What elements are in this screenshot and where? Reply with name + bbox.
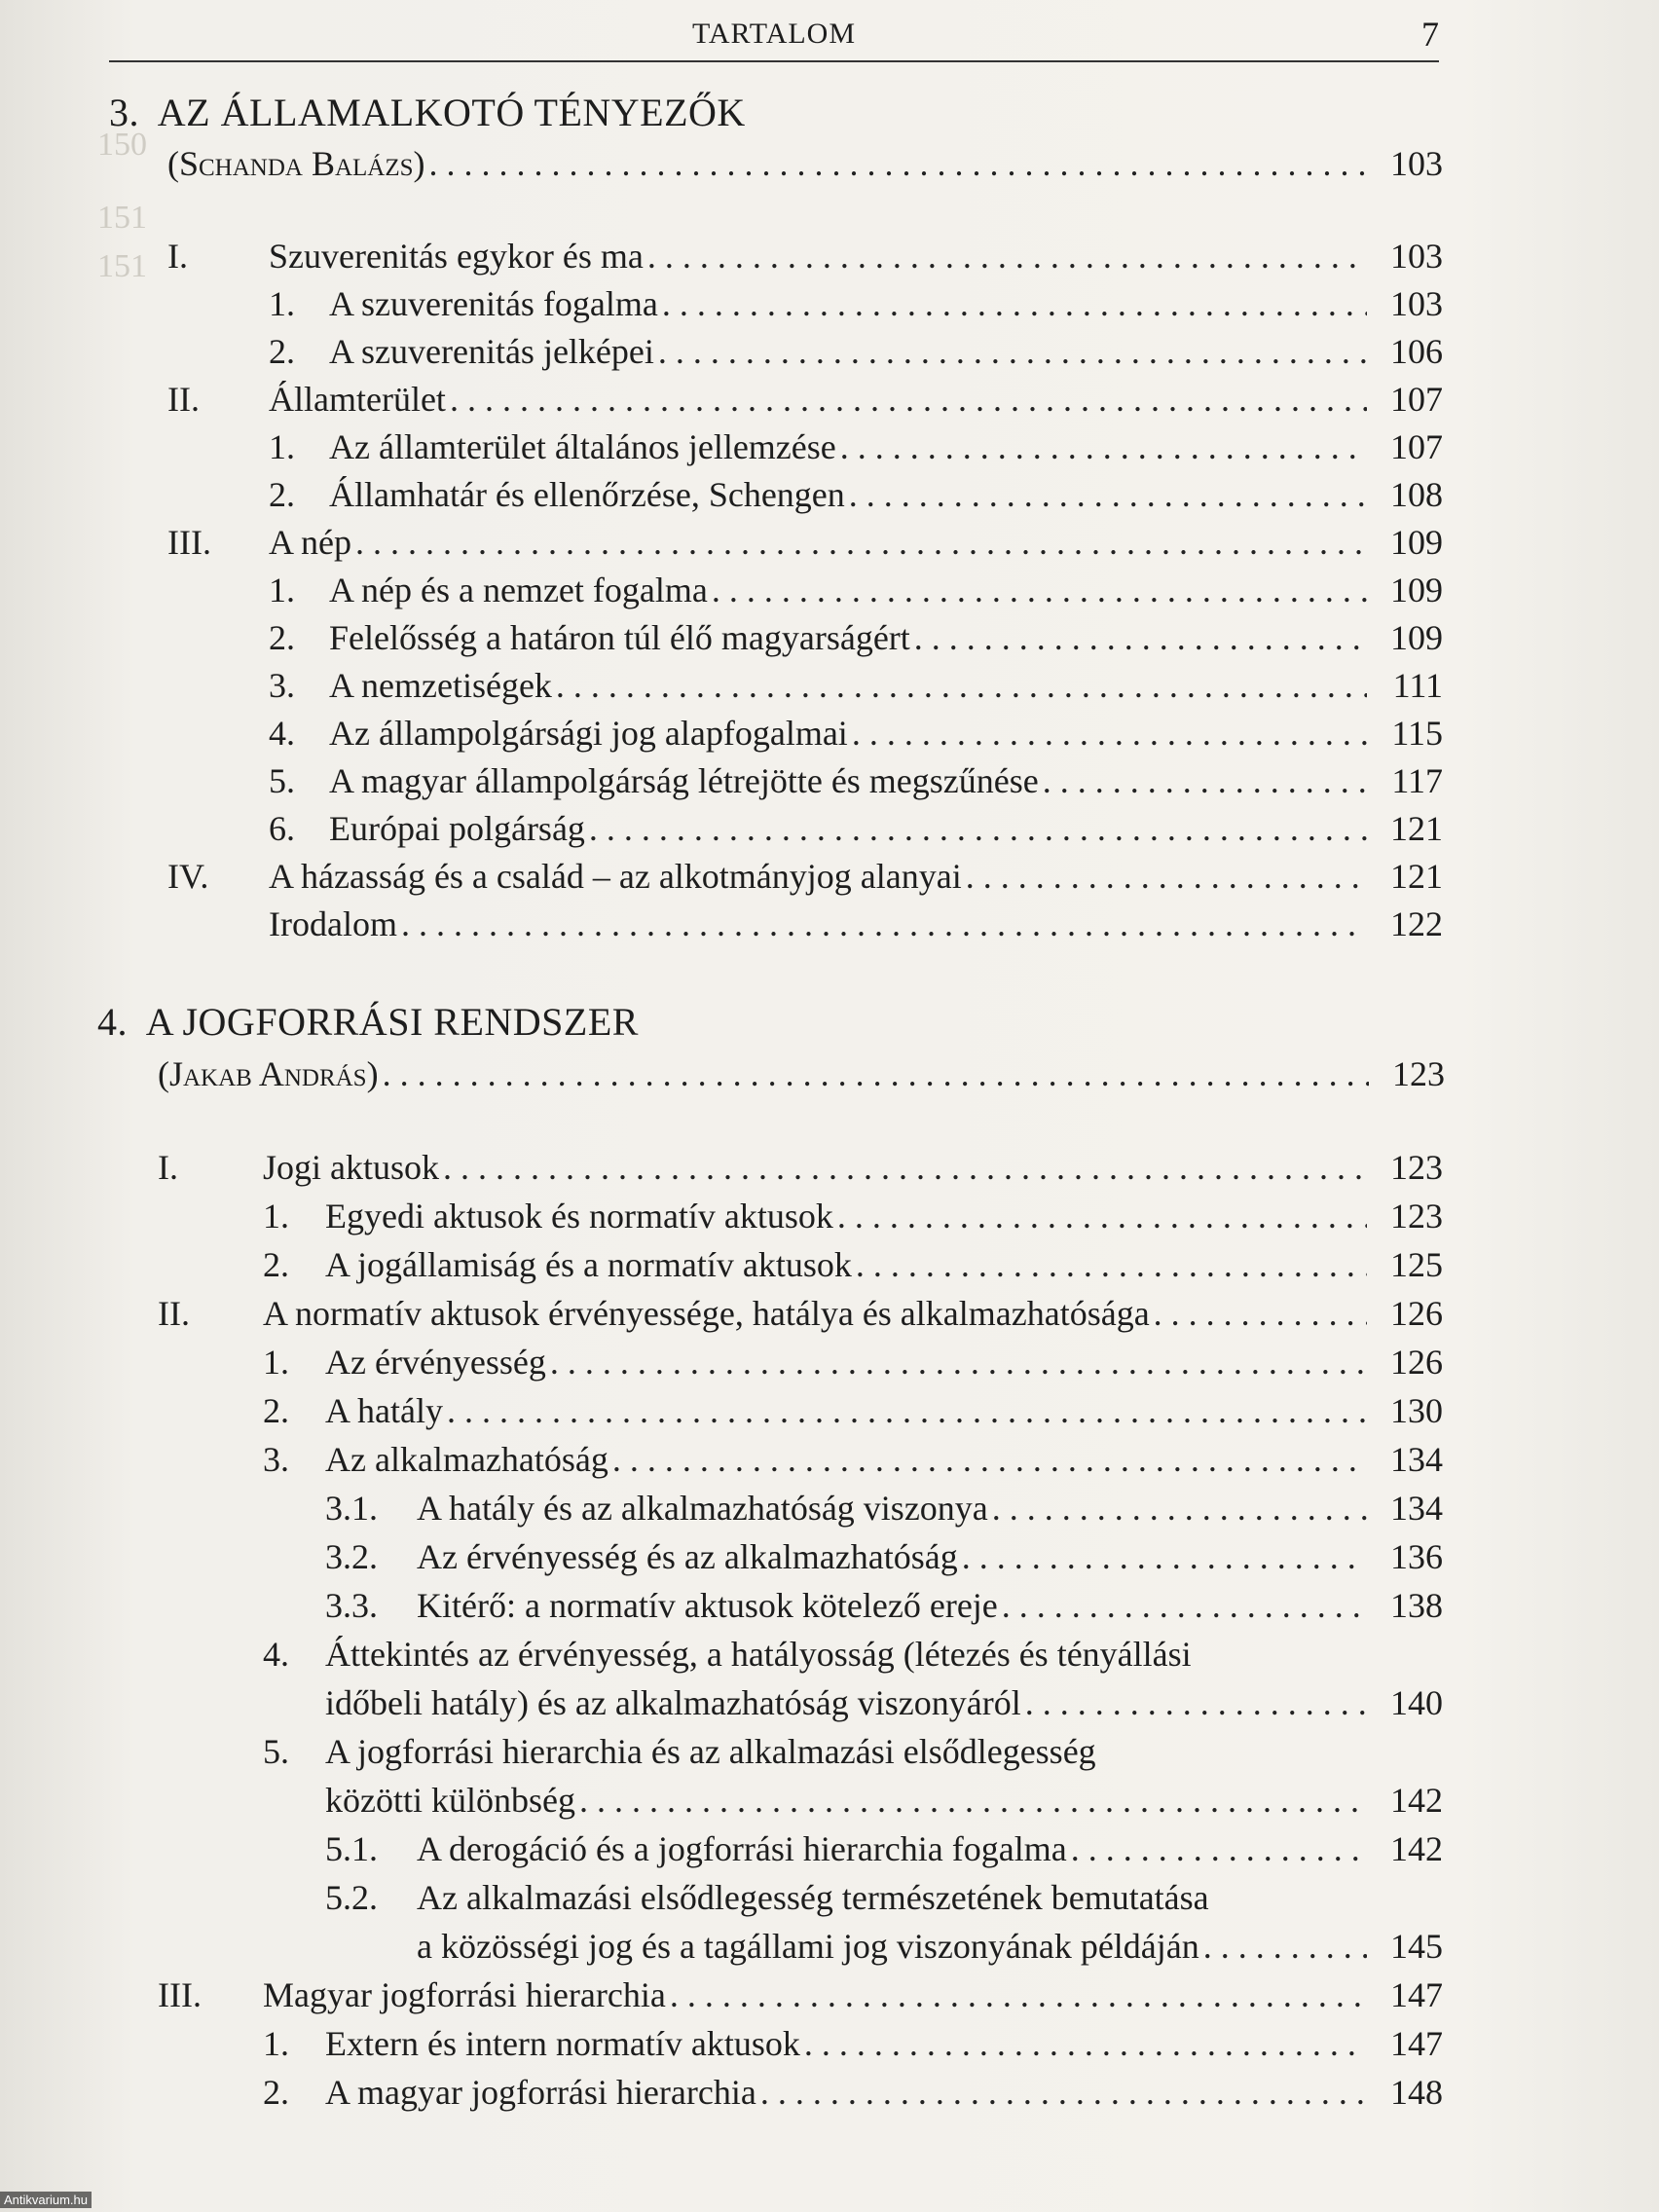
entry-number: 3.	[269, 666, 295, 705]
toc-entry[interactable]	[325, 1632, 1443, 1677]
dot-leader	[837, 1194, 1367, 1238]
toc-entry[interactable]	[329, 806, 1443, 851]
toc-entry[interactable]	[269, 902, 1443, 946]
entry-number: 1.	[269, 427, 295, 466]
entry-title: Az érvényesség és az alkalmazhatóság	[417, 1537, 958, 1576]
dot-leader	[1154, 1291, 1367, 1336]
chapter-author: (Jakab András)	[158, 1054, 379, 1093]
entry-title: Egyedi aktusok és normatív aktusok	[325, 1197, 833, 1235]
dot-leader	[840, 424, 1367, 469]
page-ref: 126	[1390, 1294, 1443, 1333]
toc-entry[interactable]	[329, 711, 1443, 756]
toc-entry[interactable]	[325, 1680, 1443, 1725]
entry-title: A nép	[269, 523, 351, 562]
page-ref: 145	[1390, 1927, 1443, 1966]
dot-leader	[589, 806, 1367, 851]
dot-leader	[579, 1778, 1367, 1823]
dot-leader	[612, 1437, 1367, 1482]
dot-leader	[856, 1242, 1367, 1287]
entry-number: 6.	[269, 809, 295, 848]
chapter-author: (Schanda Balázs)	[167, 144, 425, 183]
dot-leader	[962, 1534, 1367, 1579]
entry-title: közötti különbség	[325, 1781, 575, 1820]
entry-title: Az érvényesség	[325, 1343, 546, 1382]
dot-leader	[914, 615, 1367, 660]
entry-number: 3.	[263, 1440, 289, 1479]
page-ref: 109	[1390, 523, 1443, 562]
page-ref: 140	[1390, 1683, 1443, 1722]
dot-leader	[401, 902, 1367, 946]
entry-number: I.	[158, 1148, 178, 1187]
entry-title: Kitérő: a normatív aktusok kötelező ereje	[417, 1586, 998, 1625]
dot-leader	[1002, 1583, 1367, 1628]
entry-title: A házasság és a család – az alkotmányjog alanyai	[269, 857, 962, 896]
entry-number: 3.1.	[325, 1489, 378, 1528]
entry-title: A szuverenitás fogalma	[329, 284, 658, 323]
toc-entry[interactable]	[329, 424, 1443, 469]
entry-title: A jogállamiság és a normatív aktusok	[325, 1245, 852, 1284]
dot-leader	[658, 329, 1367, 374]
entry-title: A normatív aktusok érvényessége, hatálya és alkalmazhatósága	[263, 1294, 1150, 1333]
entry-number: 2.	[263, 1391, 289, 1430]
dot-leader	[647, 234, 1367, 278]
entry-number: III.	[158, 1975, 202, 2014]
entry-number: 1.	[269, 284, 295, 323]
page-ref: 148	[1390, 2073, 1443, 2112]
dot-leader	[556, 663, 1367, 708]
dot-leader	[1025, 1680, 1367, 1725]
dot-leader	[849, 472, 1367, 517]
page-ref: 107	[1390, 427, 1443, 466]
entry-title: Irodalom	[269, 904, 397, 943]
page-number: 7	[1421, 15, 1439, 54]
page-ref: 134	[1390, 1440, 1443, 1479]
entry-title: A nemzetiségek	[329, 666, 552, 705]
page-ref: 138	[1390, 1586, 1443, 1625]
page-ref: 126	[1390, 1343, 1443, 1382]
entry-number: 3.3.	[325, 1586, 378, 1625]
entry-number: III.	[167, 523, 211, 562]
dot-leader	[852, 711, 1367, 756]
page-ref: 147	[1390, 2024, 1443, 2063]
page-ref: 130	[1390, 1391, 1443, 1430]
toc-entry[interactable]	[325, 1437, 1443, 1482]
chapter-number: 4.	[97, 1000, 128, 1044]
entry-number: 5.	[263, 1732, 289, 1771]
page-ref: 108	[1390, 475, 1443, 514]
toc-entry[interactable]	[329, 329, 1443, 374]
toc-entry[interactable]	[325, 1340, 1443, 1384]
toc-entry[interactable]	[269, 854, 1443, 899]
entry-title: Az államterület általános jellemzése	[329, 427, 836, 466]
page-ref: 134	[1390, 1489, 1443, 1528]
entry-title: A nép és a nemzet fogalma	[329, 571, 708, 609]
bleed-through: 151	[97, 248, 147, 284]
page-ref: 142	[1390, 1829, 1443, 1868]
entry-title: A hatály és az alkalmazhatóság viszonya	[417, 1489, 988, 1528]
entry-number: 2.	[269, 332, 295, 371]
entry-number: 2.	[263, 1245, 289, 1284]
running-header	[109, 10, 1439, 62]
entry-title: A magyar állampolgárság létrejötte és megszűnése	[329, 761, 1039, 800]
entry-number: II.	[158, 1294, 190, 1333]
toc-entry[interactable]	[329, 615, 1443, 660]
toc-entry[interactable]	[325, 1388, 1443, 1433]
dot-leader	[443, 1145, 1367, 1190]
dot-leader	[966, 854, 1367, 899]
dot-leader	[1071, 1826, 1367, 1871]
entry-title: Európai polgárság	[329, 809, 585, 848]
entry-title: Szuverenitás egykor és ma	[269, 237, 644, 276]
page-ref: 123	[1390, 1197, 1443, 1235]
toc-entry[interactable]	[417, 1486, 1443, 1530]
dot-leader	[670, 1972, 1367, 2017]
entry-number: 3.2.	[325, 1537, 378, 1576]
page-ref: 136	[1390, 1537, 1443, 1576]
dot-leader	[804, 2021, 1367, 2066]
page-ref: 115	[1391, 714, 1443, 753]
entry-title: időbeli hatály) és az alkalmazhatóság viszonyáról	[325, 1683, 1021, 1722]
entry-title: Az alkalmazási elsődlegesség természetének bemutatása	[417, 1878, 1209, 1917]
entry-number: 2.	[263, 2073, 289, 2112]
toc-entry[interactable]	[325, 2070, 1443, 2115]
toc-entry[interactable]	[325, 2021, 1443, 2066]
toc-entry[interactable]	[329, 663, 1443, 708]
entry-number: 5.2.	[325, 1878, 378, 1917]
entry-title: Magyar jogforrási hierarchia	[263, 1975, 666, 2014]
entry-title: A magyar jogforrási hierarchia	[325, 2073, 756, 2112]
dot-leader	[1203, 1924, 1367, 1969]
entry-number: 4.	[263, 1635, 289, 1674]
entry-number: 2.	[269, 475, 295, 514]
entry-title: A szuverenitás jelképei	[329, 332, 654, 371]
dot-leader	[992, 1486, 1367, 1530]
dot-leader	[447, 1388, 1367, 1433]
dot-leader	[550, 1340, 1367, 1384]
page-ref: 103	[1390, 284, 1443, 323]
entry-title: Államhatár és ellenőrzése, Schengen	[329, 475, 845, 514]
entry-title: Az állampolgársági jog alapfogalmai	[329, 714, 848, 753]
entry-number: IV.	[167, 857, 209, 896]
page-ref: 125	[1390, 1245, 1443, 1284]
chapter-number: 3.	[109, 91, 139, 134]
toc-entry[interactable]	[329, 472, 1443, 517]
entry-title: Államterület	[269, 380, 446, 419]
entry-number: 1.	[263, 2024, 289, 2063]
dot-leader	[355, 520, 1367, 565]
page-ref: 109	[1390, 571, 1443, 609]
toc-entry[interactable]	[417, 1583, 1443, 1628]
entry-number: 1.	[263, 1343, 289, 1382]
page-ref: 109	[1390, 618, 1443, 657]
chapter-4-heading	[97, 999, 639, 1045]
page-ref: 117	[1391, 761, 1443, 800]
bleed-through: 151	[97, 200, 147, 236]
toc-entry[interactable]	[329, 568, 1443, 612]
chapter-title: A JOGFORRÁSI RENDSZER	[145, 1000, 639, 1044]
dot-leader	[429, 141, 1367, 186]
toc-entry[interactable]	[417, 1534, 1443, 1579]
toc-entry[interactable]	[269, 377, 1443, 422]
dot-leader	[712, 568, 1367, 612]
page-ref: 103	[1390, 237, 1443, 276]
page-ref: 123	[1390, 1148, 1443, 1187]
dot-leader	[662, 281, 1367, 326]
page-ref: 121	[1390, 857, 1443, 896]
entry-number: 5.1.	[325, 1829, 378, 1868]
page-ref: 106	[1390, 332, 1443, 371]
dot-leader	[450, 377, 1367, 422]
toc-entry[interactable]	[325, 1194, 1443, 1238]
entry-title: A jogforrási hierarchia és az alkalmazási elsődlegesség	[325, 1732, 1096, 1771]
dot-leader	[1043, 758, 1367, 803]
page-ref: 103	[1390, 144, 1443, 183]
entry-number: 2.	[269, 618, 295, 657]
page-ref: 107	[1390, 380, 1443, 419]
dot-leader	[383, 1051, 1369, 1096]
chapter-title: AZ ÁLLAMALKOTÓ TÉNYEZŐK	[157, 91, 746, 134]
page-ref: 122	[1390, 904, 1443, 943]
toc-entry[interactable]	[417, 1875, 1443, 1920]
entry-number: II.	[167, 380, 200, 419]
entry-number: 1.	[269, 571, 295, 609]
toc-entry[interactable]	[417, 1826, 1443, 1871]
toc-entry[interactable]	[269, 234, 1443, 278]
toc-entry[interactable]	[325, 1778, 1443, 1823]
entry-title: Jogi aktusok	[263, 1148, 440, 1187]
chapter-author-row	[167, 141, 1443, 186]
bleed-through: 150	[97, 127, 147, 163]
page-ref: 142	[1390, 1781, 1443, 1820]
toc-entry[interactable]	[329, 758, 1443, 803]
watermark: Antikvarium.hu	[0, 2192, 92, 2208]
entry-number: 4.	[269, 714, 295, 753]
toc-entry[interactable]	[325, 1242, 1443, 1287]
entry-number: 5.	[269, 761, 295, 800]
entry-title: A derogáció és a jogforrási hierarchia fogalma	[417, 1829, 1067, 1868]
entry-title: Felelősség a határon túl élő magyarságért	[329, 618, 910, 657]
toc-entry[interactable]	[263, 1291, 1443, 1336]
toc-entry[interactable]	[329, 281, 1443, 326]
page-ref: 147	[1390, 1975, 1443, 2014]
entry-title: Extern és intern normatív aktusok	[325, 2024, 800, 2063]
entry-title: A hatály	[325, 1391, 443, 1430]
running-title: TARTALOM	[691, 18, 857, 50]
page-ref: 121	[1390, 809, 1443, 848]
entry-number: 1.	[263, 1197, 289, 1235]
toc-entry[interactable]	[325, 1729, 1443, 1774]
page-ref: 111	[1392, 666, 1443, 705]
toc-entry[interactable]	[269, 520, 1443, 565]
toc-entry[interactable]	[263, 1145, 1443, 1190]
dot-leader	[760, 2070, 1367, 2115]
entry-title: a közösségi jog és a tagállami jog viszonyának példáján	[417, 1927, 1199, 1966]
entry-number: I.	[167, 237, 188, 276]
page-ref: 123	[1392, 1054, 1445, 1093]
entry-title: Az alkalmazhatóság	[325, 1440, 608, 1479]
toc-entry[interactable]	[417, 1924, 1443, 1969]
entry-title: Áttekintés az érvényesség, a hatályosság (létezés és tényállási	[325, 1635, 1192, 1674]
chapter-author-row	[158, 1051, 1445, 1096]
toc-entry[interactable]	[263, 1972, 1443, 2017]
chapter-3-heading	[109, 90, 746, 135]
